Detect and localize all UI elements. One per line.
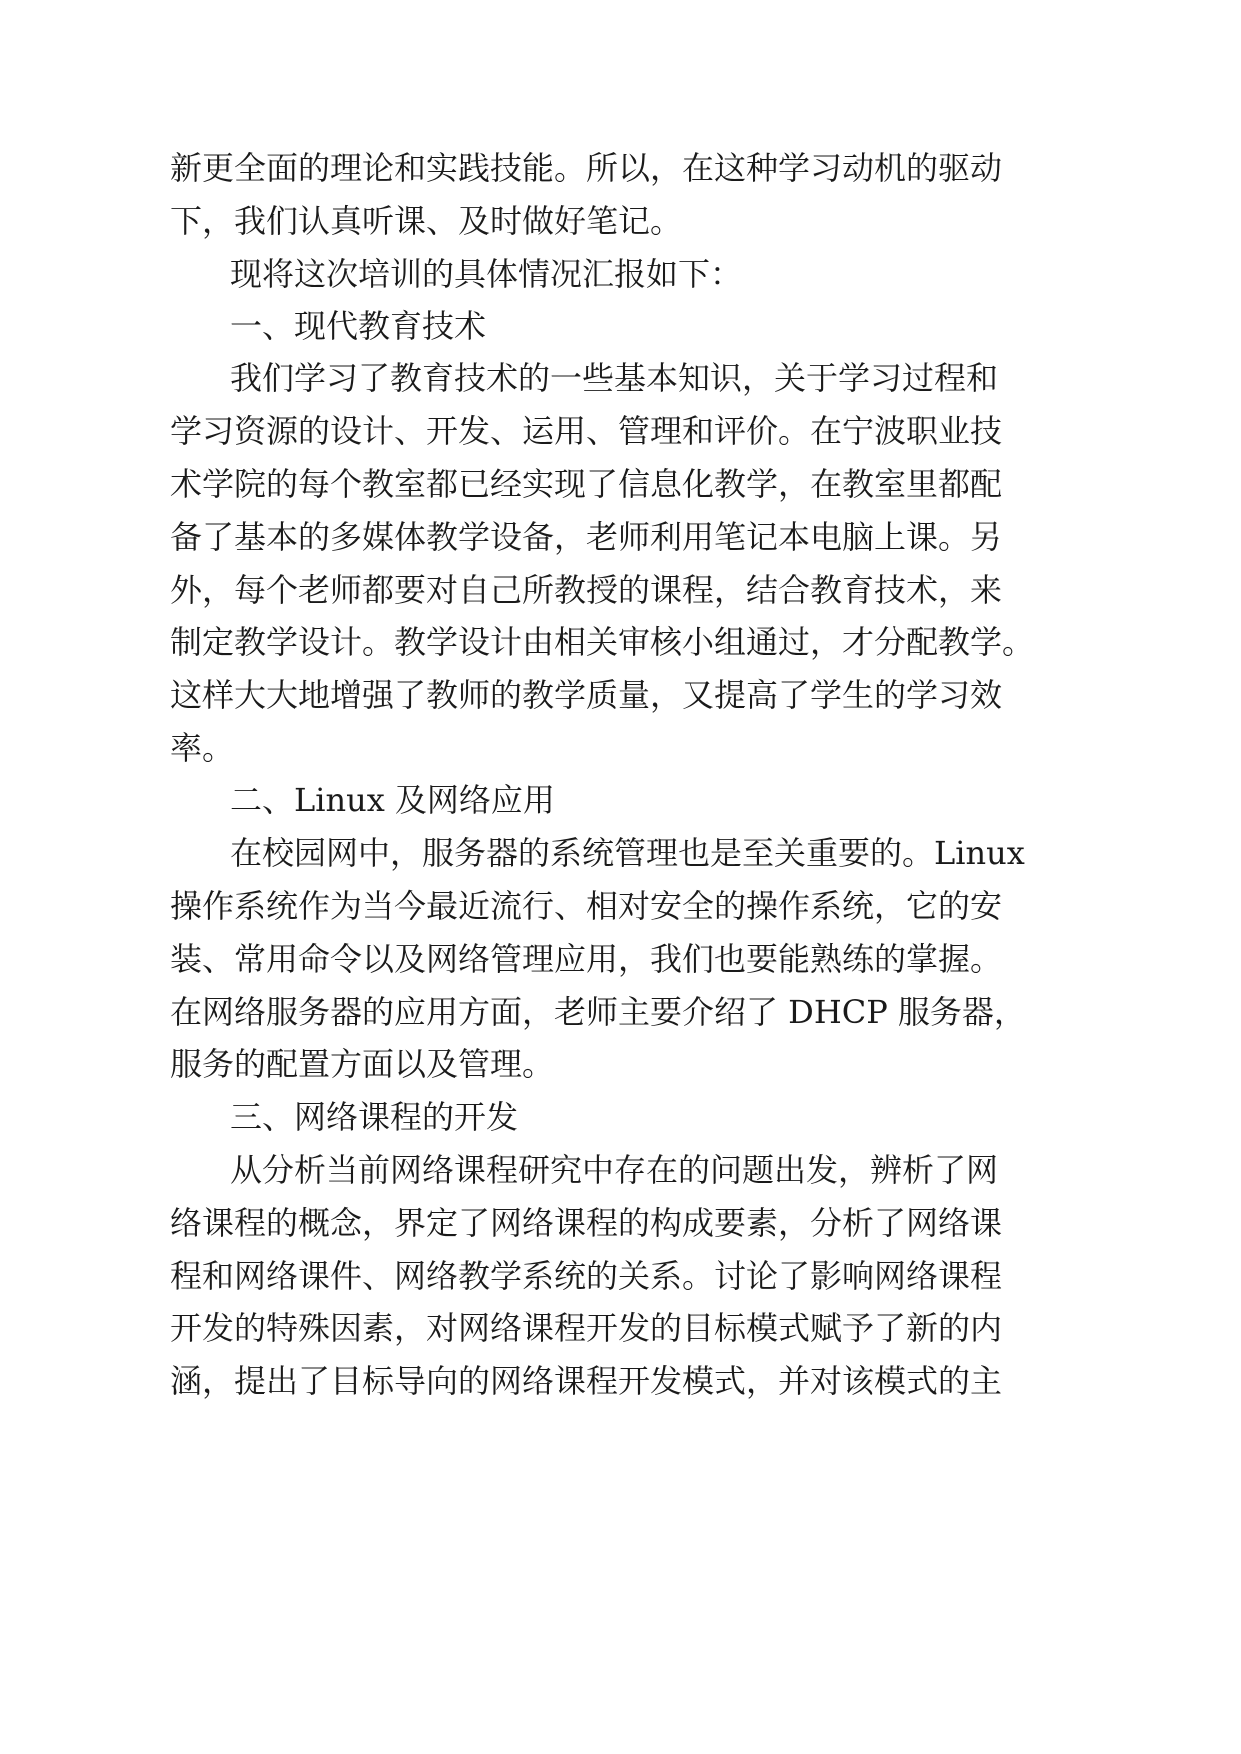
- body-line: 外，每个老师都要对自己所教授的课程，结合教育技术，来: [170, 571, 1003, 609]
- body-line: 下，我们认真听课、及时做好笔记。: [170, 202, 683, 240]
- body-line: 新更全面的理论和实践技能。所以，在这种学习动机的驱动: [170, 149, 1003, 187]
- body-line: 操作系统作为当今最近流行、相对安全的操作系统，它的安: [170, 887, 1003, 925]
- body-line: 络课程的概念，界定了网络课程的构成要素，分析了网络课: [170, 1204, 1003, 1242]
- section-heading: 三、网络课程的开发: [230, 1098, 519, 1136]
- body-line: 我们学习了教育技术的一些基本知识，关于学习过程和: [230, 359, 999, 397]
- body-line: 率。: [170, 729, 235, 767]
- body-line: 在网络服务器的应用方面，老师主要介绍了 DHCP 服务器，: [170, 993, 1026, 1031]
- body-line: 制定教学设计。教学设计由相关审核小组通过，才分配教学。: [170, 623, 1035, 661]
- section-heading: 二、Linux 及网络应用: [230, 781, 555, 819]
- section-heading: 一、现代教育技术: [230, 307, 487, 345]
- body-line: 术学院的每个教室都已经实现了信息化教学，在教室里都配: [170, 465, 1003, 503]
- body-line: 备了基本的多媒体教学设备，老师利用笔记本电脑上课。另: [170, 518, 1003, 556]
- body-line: 在校园网中，服务器的系统管理也是至关重要的。Linux: [230, 834, 1025, 872]
- body-line: 涵，提出了目标导向的网络课程开发模式，并对该模式的主: [170, 1362, 1003, 1400]
- body-line: 现将这次培训的具体情况汇报如下：: [230, 255, 743, 293]
- body-line: 从分析当前网络课程研究中存在的问题出发，辨析了网: [230, 1151, 999, 1189]
- body-line: 程和网络课件、网络教学系统的关系。讨论了影响网络课程: [170, 1257, 1003, 1295]
- body-line: 装、常用命令以及网络管理应用，我们也要能熟练的掌握。: [170, 940, 1003, 978]
- body-line: 学习资源的设计、开发、运用、管理和评价。在宁波职业技: [170, 412, 1003, 450]
- body-line: 这样大大地增强了教师的教学质量，又提高了学生的学习效: [170, 676, 1003, 714]
- body-line: 开发的特殊因素，对网络课程开发的目标模式赋予了新的内: [170, 1309, 1003, 1347]
- body-line: 服务的配置方面以及管理。: [170, 1045, 555, 1083]
